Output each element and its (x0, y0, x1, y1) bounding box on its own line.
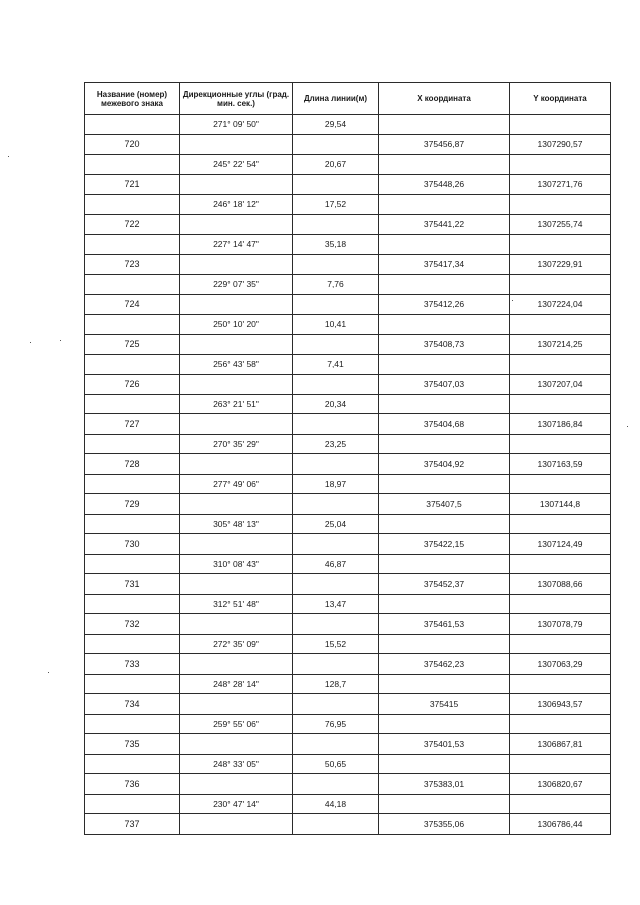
mark-name-cell: 728 (85, 454, 180, 474)
mark-name-cell: 735 (85, 734, 180, 754)
header-mark-name: Название (номер) межевого знака (85, 83, 180, 115)
direction-angle-cell: 312° 51' 48" (180, 594, 293, 614)
x-coordinate-cell: 375401,53 (379, 734, 510, 754)
direction-angle-cell: 227° 14' 47" (180, 234, 293, 254)
scan-speck (48, 672, 49, 673)
boundary-marks-table (84, 82, 611, 835)
x-coordinate-cell: 375407,5 (379, 494, 510, 514)
x-coordinate-cell: 375415 (379, 694, 510, 714)
line-length-cell: 50,65 (293, 754, 379, 774)
x-coordinate-cell: 375448,26 (379, 174, 510, 194)
boundary-point-row (85, 774, 611, 794)
scan-speck (627, 426, 628, 427)
boundary-point-row (85, 454, 611, 474)
x-coordinate-cell: 375404,68 (379, 414, 510, 434)
direction-angle-cell: 259° 55' 06" (180, 714, 293, 734)
mark-name-cell: 731 (85, 574, 180, 594)
segment-row (85, 394, 611, 414)
line-length-cell: 13,47 (293, 594, 379, 614)
y-coordinate-cell: 1307229,91 (510, 254, 611, 274)
segment-row (85, 474, 611, 494)
direction-angle-cell: 248° 33' 05" (180, 754, 293, 774)
mark-name-cell: 720 (85, 134, 180, 154)
scan-speck (8, 156, 9, 157)
table-body (85, 115, 611, 835)
boundary-point-row (85, 814, 611, 834)
line-length-cell: 7,76 (293, 274, 379, 294)
y-coordinate-cell: 1307290,57 (510, 134, 611, 154)
y-coordinate-cell: 1307144,8 (510, 494, 611, 514)
mark-name-cell: 726 (85, 374, 180, 394)
x-coordinate-cell: 375417,34 (379, 254, 510, 274)
direction-angle-cell: 230° 47' 14" (180, 794, 293, 814)
segment-row (85, 234, 611, 254)
mark-name-cell: 736 (85, 774, 180, 794)
line-length-cell: 46,87 (293, 554, 379, 574)
line-length-cell: 7,41 (293, 354, 379, 374)
mark-name-cell: 721 (85, 174, 180, 194)
direction-angle-cell: 277° 49' 06" (180, 474, 293, 494)
x-coordinate-cell: 375408,73 (379, 334, 510, 354)
segment-row (85, 554, 611, 574)
boundary-point-row (85, 694, 611, 714)
boundary-point-row (85, 174, 611, 194)
y-coordinate-cell: 1306943,57 (510, 694, 611, 714)
boundary-point-row (85, 574, 611, 594)
header-y-coordinate: Y координата (510, 83, 611, 115)
segment-row (85, 194, 611, 214)
line-length-cell: 44,18 (293, 794, 379, 814)
direction-angle-cell: 229° 07' 35" (180, 274, 293, 294)
line-length-cell: 17,52 (293, 194, 379, 214)
line-length-cell: 76,95 (293, 714, 379, 734)
mark-name-cell: 722 (85, 214, 180, 234)
y-coordinate-cell: 1307224,04 (510, 294, 611, 314)
direction-angle-cell: 245° 22' 54" (180, 154, 293, 174)
line-length-cell: 20,67 (293, 154, 379, 174)
segment-row (85, 794, 611, 814)
line-length-cell: 35,18 (293, 234, 379, 254)
segment-row (85, 674, 611, 694)
direction-angle-cell: 263° 21' 51" (180, 394, 293, 414)
segment-row (85, 274, 611, 294)
y-coordinate-cell: 1306820,67 (510, 774, 611, 794)
line-length-cell: 29,54 (293, 115, 379, 135)
y-coordinate-cell: 1307207,04 (510, 374, 611, 394)
direction-angle-cell: 270° 35' 29" (180, 434, 293, 454)
direction-angle-cell: 271° 09' 50" (180, 115, 293, 135)
boundary-point-row (85, 334, 611, 354)
header-x-coordinate: X координата (379, 83, 510, 115)
y-coordinate-cell: 1307078,79 (510, 614, 611, 634)
line-length-cell: 25,04 (293, 514, 379, 534)
mark-name-cell: 725 (85, 334, 180, 354)
header-direction-angle: Дирекционные углы (град. мин. сек.) (180, 83, 293, 115)
mark-name-cell: 723 (85, 254, 180, 274)
line-length-cell: 10,41 (293, 314, 379, 334)
segment-row (85, 434, 611, 454)
mark-name-cell: 729 (85, 494, 180, 514)
segment-row (85, 354, 611, 374)
line-length-cell: 23,25 (293, 434, 379, 454)
y-coordinate-cell: 1306786,44 (510, 814, 611, 834)
header-line-length: Длина линии(м) (293, 83, 379, 115)
x-coordinate-cell: 375407,03 (379, 374, 510, 394)
line-length-cell: 18,97 (293, 474, 379, 494)
boundary-point-row (85, 294, 611, 314)
segment-row (85, 594, 611, 614)
direction-angle-cell: 256° 43' 58" (180, 354, 293, 374)
segment-row (85, 634, 611, 654)
x-coordinate-cell: 375462,23 (379, 654, 510, 674)
boundary-point-row (85, 734, 611, 754)
segment-row (85, 314, 611, 334)
direction-angle-cell: 246° 18' 12" (180, 194, 293, 214)
table-header-row (85, 83, 611, 115)
segment-row (85, 154, 611, 174)
y-coordinate-cell: 1307186,84 (510, 414, 611, 434)
direction-angle-cell: 248° 28' 14" (180, 674, 293, 694)
x-coordinate-cell: 375404,92 (379, 454, 510, 474)
x-coordinate-cell: 375452,37 (379, 574, 510, 594)
x-coordinate-cell: 375412,26 (379, 294, 510, 314)
boundary-point-row (85, 534, 611, 554)
y-coordinate-cell: 1307255,74 (510, 214, 611, 234)
boundary-point-row (85, 254, 611, 274)
mark-name-cell: 730 (85, 534, 180, 554)
segment-row (85, 754, 611, 774)
line-length-cell: 20,34 (293, 394, 379, 414)
x-coordinate-cell: 375422,15 (379, 534, 510, 554)
mark-name-cell: 724 (85, 294, 180, 314)
mark-name-cell: 732 (85, 614, 180, 634)
mark-name-cell: 737 (85, 814, 180, 834)
x-coordinate-cell: 375441,22 (379, 214, 510, 234)
y-coordinate-cell: 1307124,49 (510, 534, 611, 554)
y-coordinate-cell: 1306867,81 (510, 734, 611, 754)
y-coordinate-cell: 1307163,59 (510, 454, 611, 474)
direction-angle-cell: 310° 08' 43" (180, 554, 293, 574)
mark-name-cell: 733 (85, 654, 180, 674)
direction-angle-cell: 305° 48' 13" (180, 514, 293, 534)
y-coordinate-cell: 1307063,29 (510, 654, 611, 674)
segment-row (85, 115, 611, 135)
mark-name-cell: 727 (85, 414, 180, 434)
x-coordinate-cell: 375383,01 (379, 774, 510, 794)
y-coordinate-cell: 1307088,66 (510, 574, 611, 594)
mark-name-cell: 734 (85, 694, 180, 714)
boundary-point-row (85, 654, 611, 674)
scan-speck (60, 340, 61, 341)
direction-angle-cell: 272° 35' 09" (180, 634, 293, 654)
boundary-point-row (85, 214, 611, 234)
boundary-point-row (85, 494, 611, 514)
boundary-point-row (85, 374, 611, 394)
x-coordinate-cell: 375456,87 (379, 134, 510, 154)
y-coordinate-cell: 1307214,25 (510, 334, 611, 354)
y-coordinate-cell: 1307271,76 (510, 174, 611, 194)
line-length-cell: 128,7 (293, 674, 379, 694)
x-coordinate-cell: 375355,06 (379, 814, 510, 834)
line-length-cell: 15,52 (293, 634, 379, 654)
direction-angle-cell: 250° 10' 20" (180, 314, 293, 334)
scan-speck (30, 342, 31, 343)
boundary-point-row (85, 134, 611, 154)
boundary-point-row (85, 614, 611, 634)
segment-row (85, 514, 611, 534)
scan-speck (512, 300, 513, 301)
x-coordinate-cell: 375461,53 (379, 614, 510, 634)
boundary-point-row (85, 414, 611, 434)
segment-row (85, 714, 611, 734)
